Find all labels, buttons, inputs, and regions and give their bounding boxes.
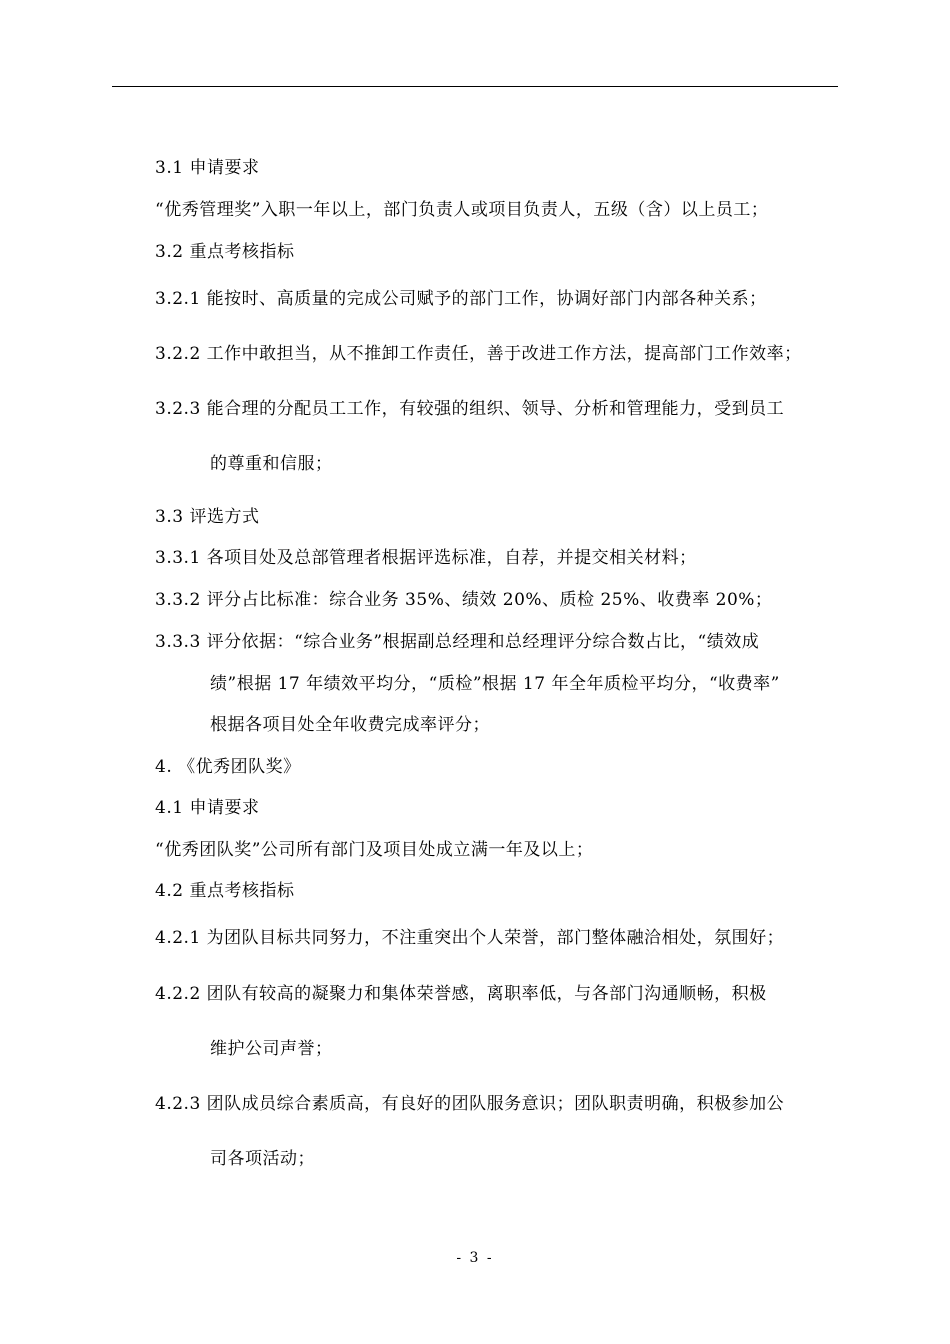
section-4-1-heading: 4.1 申请要求	[155, 798, 260, 818]
item-4-2-2-continued: 维护公司声誉；	[210, 1039, 333, 1059]
section-3-1-heading: 3.1 申请要求	[155, 158, 260, 178]
item-3-3-2: 3.3.2 评分占比标准：综合业务 35%、绩效 20%、质检 25%、收费率 20%；	[155, 590, 773, 610]
item-4-2-3: 4.2.3 团队成员综合素质高，有良好的团队服务意识；团队职责明确，积极参加公	[155, 1094, 785, 1114]
header-rule	[112, 86, 838, 87]
item-3-3-3-continued-1: 绩”根据 17 年绩效平均分，“质检”根据 17 年全年质检平均分，“收费率”	[210, 674, 780, 694]
item-3-2-3: 3.2.3 能合理的分配员工工作，有较强的组织、领导、分析和管理能力，受到员工	[155, 399, 785, 419]
team-award-requirement: “优秀团队奖”公司所有部门及项目处成立满一年及以上；	[155, 840, 594, 860]
item-3-2-3-continued: 的尊重和信服；	[210, 454, 333, 474]
page-number: - 3 -	[456, 1250, 494, 1266]
item-4-2-2: 4.2.2 团队有较高的凝聚力和集体荣誉感，离职率低，与各部门沟通顺畅，积极	[155, 984, 767, 1004]
section-4-heading: 4. 《优秀团队奖》	[155, 757, 301, 777]
section-4-2-heading: 4.2 重点考核指标	[155, 881, 295, 901]
item-3-3-1: 3.3.1 各项目处及总部管理者根据评选标准，自荐，并提交相关材料；	[155, 548, 697, 568]
item-4-2-3-continued: 司各项活动；	[210, 1149, 315, 1169]
item-3-3-3: 3.3.3 评分依据：“综合业务”根据副总经理和总经理评分综合数占比，“绩效成	[155, 632, 760, 652]
item-3-2-2: 3.2.2 工作中敢担当，从不推卸工作责任，善于改进工作方法，提高部门工作效率；	[155, 344, 802, 364]
management-award-requirement: “优秀管理奖”入职一年以上，部门负责人或项目负责人，五级（含）以上员工；	[155, 200, 769, 220]
item-3-3-3-continued-2: 根据各项目处全年收费完成率评分；	[210, 715, 490, 735]
section-3-3-heading: 3.3 评选方式	[155, 507, 260, 527]
item-3-2-1: 3.2.1 能按时、高质量的完成公司赋予的部门工作，协调好部门内部各种关系；	[155, 289, 767, 309]
section-3-2-heading: 3.2 重点考核指标	[155, 242, 295, 262]
item-4-2-1: 4.2.1 为团队目标共同努力，不注重突出个人荣誉，部门整体融洽相处，氛围好；	[155, 928, 785, 948]
